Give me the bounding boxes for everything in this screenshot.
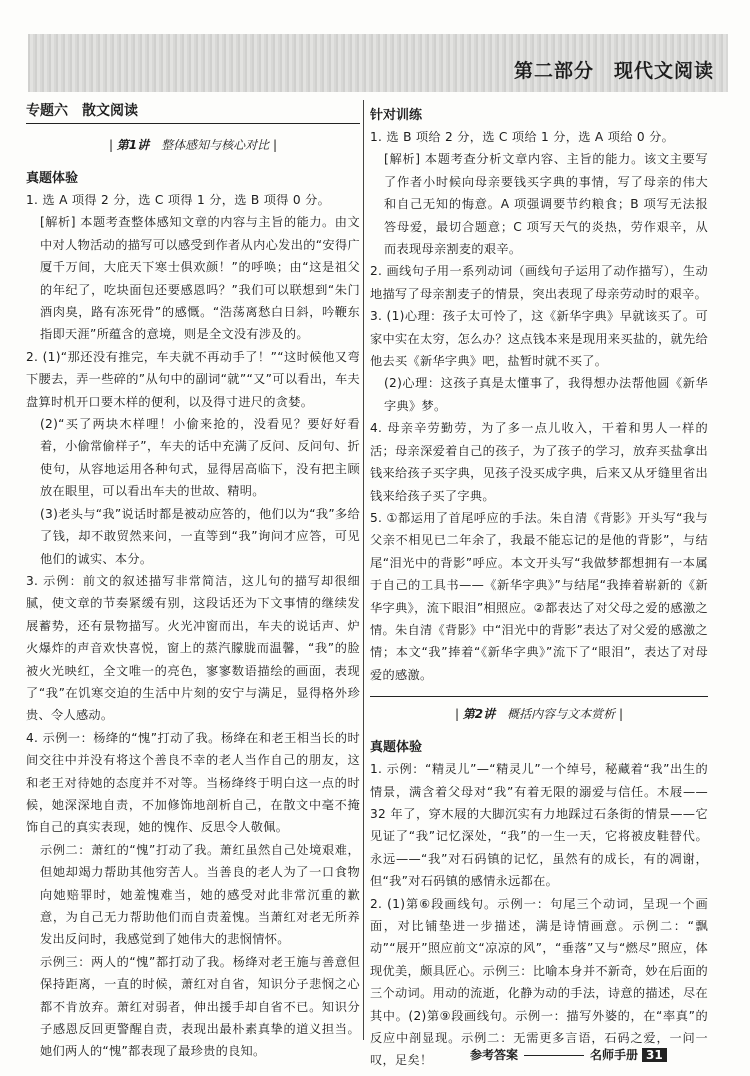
answer-paragraph: 1. 示例：“精灵儿”—“精灵儿”一个绰号，秘藏着“我”出生的情景，满含着父母对“我”有着无限的溺爱与信任。木屐——32 年了，穿木屐的大脚沉实有力地踩过石条街的情景——它见证了“我”记忆深处，“我”的一生一天，它将被皮鞋替代。永远——“我”对石码镇的记忆，虽然有的成长，有的凋谢，但“我”对石码镇的感情永远都在。	[370, 762, 708, 889]
answer-paragraph: (3)老头与“我”说话时都是被动应答的，他们以为“我”多给了钱，却不敢贸然来问，一直等到“我”询问才应答，可见他们的诚实、本分。	[40, 506, 360, 566]
page-footer	[470, 1046, 667, 1063]
answer-paragraph: 1. 选 B 项给 2 分，选 C 项给 1 分，选 A 项给 0 分。	[370, 130, 675, 144]
topic-heading	[26, 100, 360, 124]
answer-paragraph: 3. (1)心理：孩子太可怜了，这《新华字典》早就该买了。可家中实在太穷，怎么办？这点钱本来是现用来买盐的，就先给他去买《新华字典》吧，盐暂时就不买了。	[370, 309, 708, 369]
answer-list	[26, 189, 360, 1063]
lecture-heading-2: | 第2讲 概括内容与文本赏析 |	[454, 707, 624, 722]
answer-paragraph: [解析] 本题考查整体感知文章的内容与主旨的能力。由文中对人物活动的描写可以感受到作者从内心发出的“安得广厦千万间，大庇天下寒士俱欢颜！”的呼唤；由“这是祖父的年纪了，吃块面包还要感恩吗？”我们可以联想到“朱门酒肉臭，路有冻死骨”的感慨。“浩荡离愁白日斜，吟鞭东指即天涯”所蕴含的意境，则是全文没有涉及的。	[40, 215, 360, 342]
page-header-banner	[28, 34, 728, 92]
answer-paragraph: 4. 母亲辛劳勤劳，为了多一点儿收入，干着和男人一样的活；母亲深爱着自己的孩子，为了孩子的学习，放弃买盐拿出钱来给孩子买字典，见孩子没买成字典，后来又从牙缝里省出钱来给孩子买了字典。	[370, 421, 708, 503]
answer-paragraph: 1. 选 A 项得 2 分，选 C 项得 1 分，选 B 项得 0 分。	[26, 193, 331, 207]
lecture-heading-1: | 第1讲 整体感知与核心对比 |	[108, 138, 278, 152]
section-title: 针对训练	[370, 108, 423, 123]
divider	[370, 696, 708, 697]
lecture-title: 概括内容与文本赏析	[507, 707, 616, 722]
answer-list	[370, 126, 708, 686]
answer-list	[370, 758, 708, 1072]
answer-paragraph: [解析] 本题考查分析文章内容、主旨的能力。该文主要写了作者小时候向母亲要钱买字典的事情，写了母亲的伟大和自己无知的悔意。A 项强调要节约粮食；B 项写无法报答母爱，最切合题意；C 项写天气的炎热，劳作艰辛，从而表现母亲割麦的艰辛。	[384, 152, 708, 257]
answer-paragraph: (2)心理：这孩子真是太懂事了，我得想办法帮他圆《新华字典》梦。	[384, 376, 708, 413]
footer-rule	[524, 1055, 584, 1056]
answer-paragraph: 2. (1)“那还没有推完，车夫就不再动手了！”“这时候他又弯下腰去，弄一些碎的”从句中的副词“就”“又”可以看出，车夫盘算时机开口要木样的便利，以及得寸进尺的贪婪。	[26, 349, 360, 409]
column-divider	[363, 100, 364, 1040]
footer-book: 名师手册	[590, 1048, 639, 1062]
answer-paragraph: 示例二：萧红的“愧”打动了我。萧红虽然自己处境艰难，但她却竭力帮助其他穷苦人。当善良的老人为了一口食物向她赔罪时，她羞愧难当，她的感受对此非常沉重的歉意，为自己无力帮助他们而自责羞愧。当萧红对老无所养发出反问时，我感觉到了她伟大的悲悯情怀。	[40, 842, 360, 947]
lecture-number: 第1讲	[116, 138, 150, 152]
answer-paragraph: 示例三：两人的“愧”都打动了我。杨绛对老王施与善意但保持距离，一直的时候，萧红对自省，知识分子悲悯之心都不肯放弃。萧红对弱者，伸出援手却自省不已。知识分子感恩反回更警醒自责，表现出最朴素真挚的道义担当。她们两人的“愧”都表现了最珍贵的良知。	[40, 954, 360, 1059]
left-column	[26, 100, 360, 1063]
section-title: 真题体验	[26, 171, 79, 186]
part-title: 第二部分 现代文阅读	[513, 60, 714, 82]
topic-name: 散文阅读	[82, 103, 138, 119]
section-title: 真题体验	[370, 740, 423, 756]
answer-paragraph: 2. 画线句子用一系列动词（画线句子运用了动作描写），生动地描写了母亲割麦子的情景，突出表现了母亲劳动时的艰辛。	[370, 264, 708, 301]
footer-label: 参考答案	[470, 1048, 519, 1062]
page-number: 31	[642, 1048, 667, 1062]
topic-number: 专题六	[26, 103, 68, 119]
answer-paragraph: 5. ①都运用了首尾呼应的手法。朱自清《背影》开头写“我与父亲不相见已二年余了，我最不能忘记的是他的背影”，与结尾“泪光中的背影”呼应。本文开头写“我做梦都想拥有一本属于自己的工具书——《新华字典》”与结尾“我捧着崭新的《新华字典》，流下眼泪”相照应。②都表达了对父母之爱的感激之情。朱自清《背影》中“泪光中的背影”表达了对父爱的感激之情；本文“我”捧着“《新华字典》”流下了“眼泪”，表达了对母爱的感激。	[370, 510, 708, 682]
answer-paragraph: 3. 示例：前文的叙述描写非常简洁，这儿句的描写却很细腻，使文章的节奏紧缓有别，这段话还为下文事情的继续发展蓄势，还有景物描写。火光冲窗而出，车夫的说话声、炉火爆炸的声音欢快喜悦，窗上的蒸汽朦胧而温馨，“我”的脸被火光映红，全文唯一的亮色，寥寥数语描绘的画面，表现了“我”在饥寒交迫的生活中片刻的安宁与满足，显得格外珍贵、令人感动。	[26, 573, 360, 723]
right-column	[370, 100, 708, 1072]
answer-paragraph: (2)“买了两块木样哩！小偷来抢的，没看见？要好好看着，小偷常偷样子”，车夫的话中充满了反问、反问句、折使句，从容地运用各种句式，显得居高临下，没有把主顾放在眼里，可以看出车夫的世故、精明。	[40, 417, 360, 499]
answer-paragraph: 2. (1)第⑥段画线句。示例一：句尾三个动词，呈现一个画面，对比铺垫进一步描述，满是诗情画意。示例二：“飘动”“展开”照应前文“凉凉的风”，“垂落”又与“燃尽”照应，体现优美，颇具匠心。示例三：比喻本身并不新奇，妙在后面的三个动词。用动的流逝，化静为动的手法，诗意的描述，尽在其中。(2)第⑨段画线句。示例一：描写外婆的，在“率真”的反应中剖显现。示例二：无需更多言语，石码之爱，一问一叹，足矣！	[370, 896, 708, 1068]
lecture-number: 第2讲	[462, 707, 496, 722]
answer-paragraph: 4. 示例一：杨绛的“愧”打动了我。杨绛在和老王相当长的时间交往中并没有将这个善良不幸的老人当作自己的朋友，这和老王对待她的态度并不对等。当杨绛终于明白这一点的时候，她深深地自责，不加修饰地剖析自己，在散文中毫不掩饰自己的真实表现，她的愧作、反思令人敬佩。	[26, 730, 360, 835]
lecture-title: 整体感知与核心对比	[161, 138, 270, 152]
